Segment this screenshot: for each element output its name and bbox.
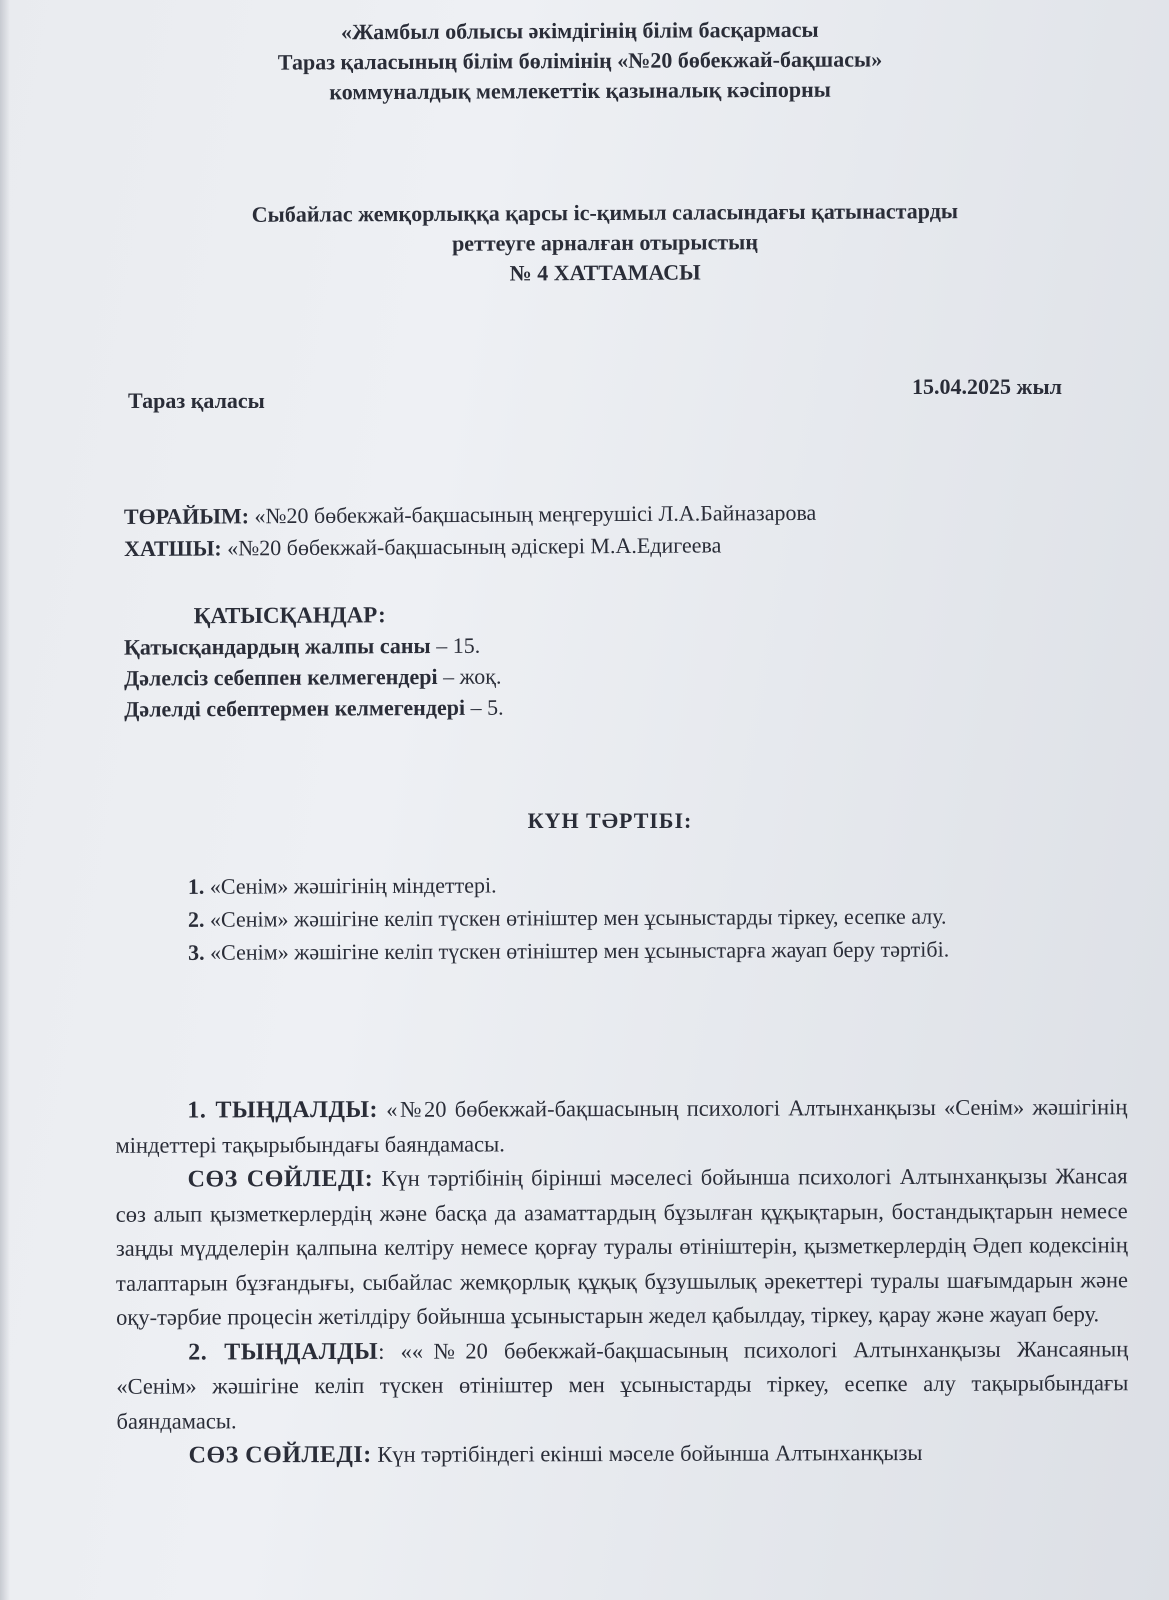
officials-block <box>124 495 1124 565</box>
secretary-label: ХАТШЫ: <box>124 535 222 562</box>
heard-paragraph-1 <box>115 1090 1127 1163</box>
spoke-paragraph-2 <box>117 1435 1129 1473</box>
meeting-city: Тараз қаласы <box>128 388 265 413</box>
spoke-text: Күн тәртібінің бірінші мәселесі бойынша психологі Алтынханқызы Жансая сөз алып қызметкерлердің және басқа да азаматтардың бұзылған құқықтарын, бостандықтарын немесе заңды мүдделерін қалпына келтіру немесе қорғау туралы өтініштерін, қызметкерлердің Әдеп кодексінің талаптарын бұзғандығы, сыбайлас жемқорлық құқық бұзушылық әрекеттері туралы шағымдарын және оқу-тәрбие процесін жетілдіру бойынша ұсыныстарын жедел қабылдау, тіркеу, қарау және жауап беру. <box>115 1163 1129 1330</box>
organization-header <box>180 14 980 108</box>
agenda-item-number: 1. <box>187 873 205 899</box>
attendance-heading: ҚАТЫСҚАНДАР: <box>193 602 386 629</box>
agenda-item <box>116 866 1110 903</box>
agenda-heading: КҮН ТӘРТІБІ: <box>527 808 693 833</box>
attendance-total-label: Қатысқандардың жалпы саны <box>123 633 431 660</box>
title-line-1: Сыбайлас жемқорлыққа қарсы іс-қимыл саласындағы қатынастарды <box>251 198 959 227</box>
heard-label: 2. ТЫҢДАЛДЫ <box>188 1338 379 1366</box>
attendance-unexcused-label: Дәлелсіз себеппен келмегендері <box>124 663 438 691</box>
attendance-total-value: – 15. <box>430 632 481 659</box>
agenda-item-number: 3. <box>188 939 205 965</box>
heard-text: «№20 бөбекжай-бақшасының психологі Алтынханқызы «Сенім» жәшігінің міндеттері тақырыбындағы баяндамасы. <box>115 1094 1128 1158</box>
agenda-list <box>116 866 1110 969</box>
agenda-item <box>116 899 1110 936</box>
document-title <box>160 196 1050 291</box>
meeting-date: 15.04.2025 жыл <box>912 374 1062 399</box>
attendance-excused <box>124 688 1124 724</box>
agenda-item <box>116 932 1110 969</box>
heard-text: : ««№20 бөбекжай-бақшасының психологі Алтынханқызы Жансаяның «Сенім» жәшігіне келіп түскен өтініштер мен ұсыныстарды тіркеу, есепке алу тақырыбындағы баяндамасы. <box>116 1335 1129 1434</box>
title-line-3: № 4 ХАТТАМАСЫ <box>509 259 701 286</box>
agenda-item-text: «Сенім» жәшігінің міндеттері. <box>204 872 497 899</box>
chair-text: «№20 бөбекжай-бақшасының меңгерушісі Л.А.Байназарова <box>248 499 817 529</box>
header-line-1: «Жамбыл облысы әкімдігінің білім басқармасы <box>340 16 819 45</box>
title-line-2: реттеуге арналған отырыстың <box>451 229 759 256</box>
heard-label: 1. ТЫҢДАЛДЫ: <box>187 1096 379 1124</box>
agenda-item-number: 2. <box>187 906 205 932</box>
attendance-unexcused-value: – жоқ. <box>437 663 502 689</box>
secretary-text: «№20 бөбекжай-бақшасының әдіскері М.А.Едигеева <box>221 532 722 561</box>
chair-label: ТӨРАЙЫМ: <box>123 503 250 530</box>
spoke-paragraph-1 <box>116 1159 1129 1335</box>
attendance-excused-label: Дәлелді себептермен келмегендері <box>124 694 466 722</box>
secretary-row <box>124 527 1124 565</box>
agenda-item-text: «Сенім» жәшігіне келіп түскен өтініштер мен ұсыныстарды тіркеу, есепке алу. <box>204 903 947 932</box>
attendance-excused-value: – 5. <box>464 694 504 720</box>
spoke-label: СӨЗ СӨЙЛЕДІ: <box>188 1441 372 1469</box>
agenda-item-text: «Сенім» жәшігіне келіп түскен өтініштер мен ұсыныстарға жауап беру тәртібі. <box>204 936 950 965</box>
spoke-label: СӨЗ СӨЙЛЕДІ: <box>187 1165 374 1193</box>
header-line-2: Тараз қаласының білім бөлімінің «№20 бөбекжай-бақшасы» <box>277 46 883 75</box>
attendance-block <box>124 595 1125 724</box>
minutes-body <box>115 1090 1128 1473</box>
spoke-text: Күн тәртібіндегі екінші мәселе бойынша Алтынханқызы <box>371 1439 923 1467</box>
header-line-3: коммуналдық мемлекеттік қазыналық кәсіпорны <box>329 76 832 105</box>
heard-paragraph-2 <box>116 1332 1128 1439</box>
